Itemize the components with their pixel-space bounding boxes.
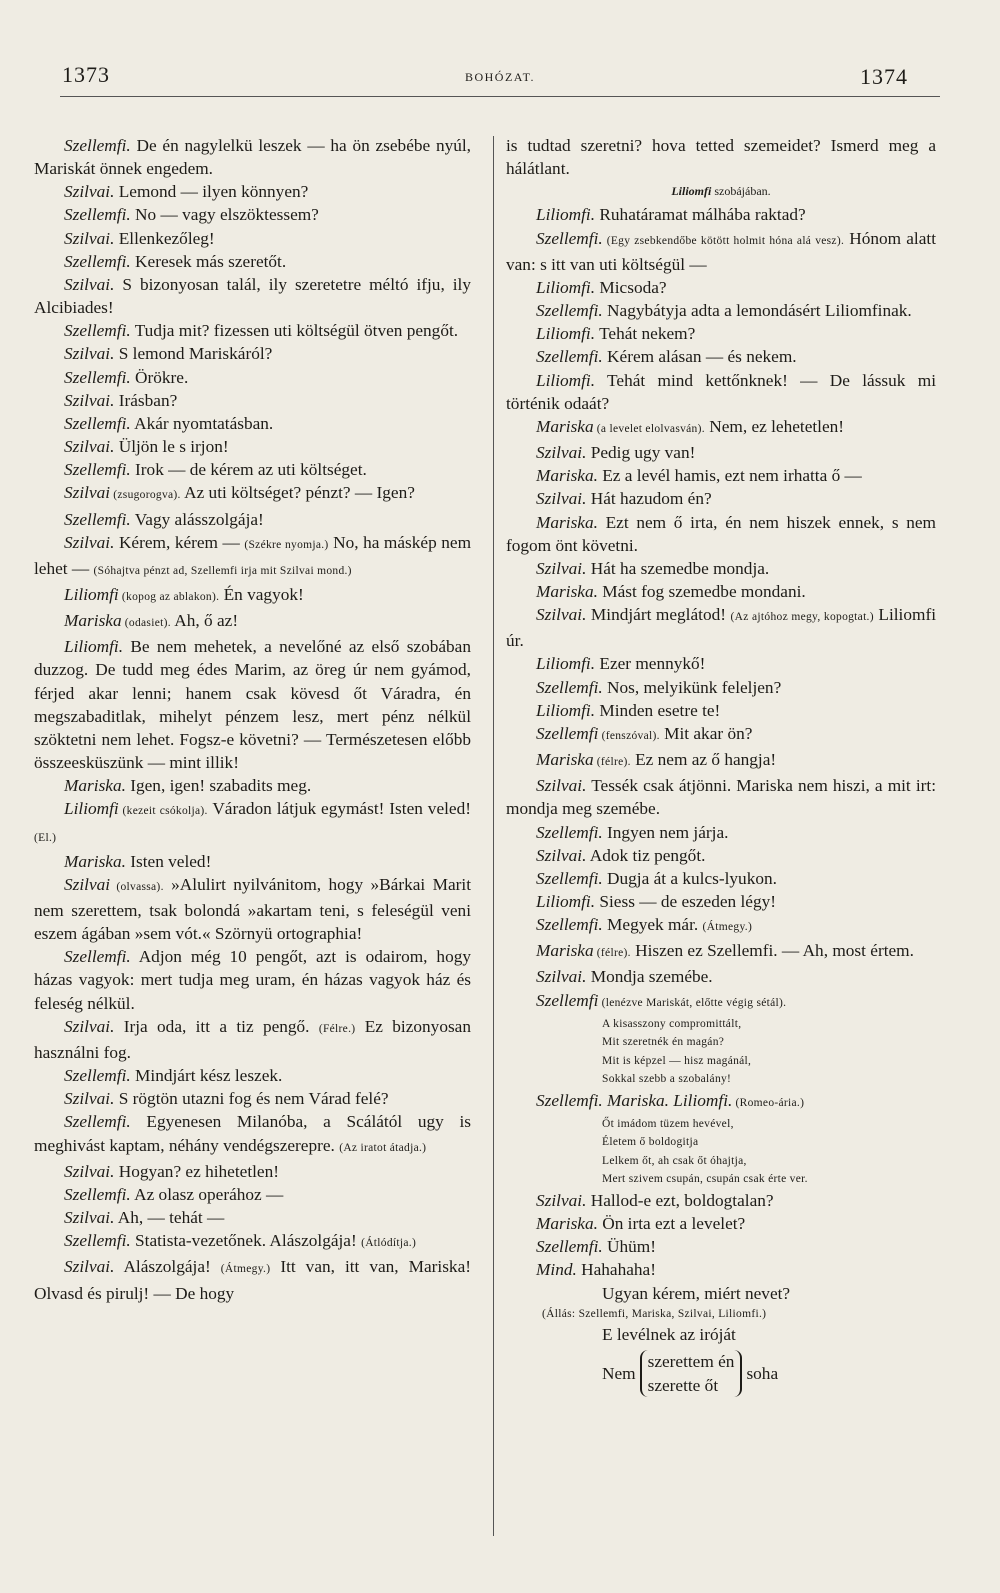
dialogue-text: Irásban? — [114, 390, 178, 410]
speaker-name: Mariska. — [536, 1214, 598, 1234]
dialogue-line — [34, 850, 471, 873]
dialogue-line — [506, 1235, 936, 1258]
dialogue-text: Siess — de eszeden légy! — [595, 892, 776, 911]
stage-direction: (félre). — [593, 947, 631, 960]
dialogue-text: Mindjárt meglátod! — [586, 605, 731, 625]
dialogue-line — [506, 203, 936, 226]
brace-line: szerette őt — [647, 1375, 719, 1395]
dialogue-text: Tessék csak átjönni. Mariska nem hiszi, a mit irt: mondja meg szemébe. — [506, 776, 936, 819]
dialogue-text: S rögtön utazni fog és nem Várad felé? — [114, 1089, 389, 1109]
dialogue-text: »Alulirt nyilvánitom, hogy »Bárkai Marit nem szerettem, tsak bolondá »akartam teni, s feleségül veni eszem ágában »sem vót.« Szörnyü ortographia! — [34, 874, 471, 944]
dialogue-line — [34, 508, 471, 531]
speaker-name: Szellemfi. — [64, 251, 131, 271]
dialogue-text: Ezt nem ő irta, én nem hiszek ennek, s nem fogom önt követni. — [506, 512, 936, 555]
dialogue-line — [34, 412, 471, 435]
dialogue-text: Ez a levél hamis, ezt nem irhatta ő — — [597, 466, 862, 486]
stage-direction: (Átmegy.) — [220, 1263, 271, 1276]
speaker-name: Mariska. — [64, 851, 126, 871]
dialogue-line — [506, 1189, 936, 1212]
dialogue-line — [34, 873, 471, 945]
dialogue-line — [506, 276, 936, 299]
header-rule — [60, 96, 940, 97]
speaker-name: Szellemfi. — [536, 868, 603, 888]
brace-line: szerettem én — [647, 1352, 735, 1372]
dialogue-line — [34, 531, 471, 583]
dialogue-line — [34, 435, 471, 458]
speaker-name: Szellemfi. — [64, 1184, 131, 1204]
dialogue-line — [506, 557, 936, 580]
speaker-name: Liliomfi. — [536, 892, 596, 911]
speaker-name: Szellemfi. — [64, 460, 131, 480]
dialogue-text: Ez bizonyosan használni fog. — [34, 1016, 471, 1062]
dialogue-text: Megyek már. — [602, 915, 703, 935]
dialogue-line — [34, 481, 471, 507]
dialogue-line — [506, 965, 936, 988]
dialogue-text: Én vagyok! — [219, 584, 304, 604]
dialogue-text: Hallod-e ezt, boldogtalan? — [586, 1190, 774, 1210]
dialogue-line — [506, 890, 936, 913]
speaker-name: Szilvai. — [64, 1257, 115, 1277]
speaker-name: Szilvai. — [536, 1190, 587, 1210]
dialogue-line — [506, 939, 936, 965]
right-column — [506, 134, 936, 1397]
dialogue-text: Ah, ő az! — [170, 611, 239, 631]
speaker-name: Mariska — [64, 611, 122, 631]
dialogue-line — [506, 1258, 936, 1281]
brace-alternatives — [640, 1350, 743, 1396]
speaker-name: Liliomfi. — [536, 324, 596, 344]
dialogue-line — [506, 844, 936, 867]
verse-line: Sokkal szebb a szobalány! — [602, 1073, 732, 1086]
speaker-name: Szellemfi. — [64, 1066, 131, 1086]
verse-line: Mit is képzel — hisz magánál, — [602, 1054, 752, 1067]
dialogue-text: Tudja mit? fizessen uti költségül ötven pengőt. — [130, 321, 459, 341]
dialogue-text: Nem, ez lehetetlen! — [704, 416, 845, 436]
dialogue-text: Irja oda, itt a tiz pengő. — [114, 1016, 319, 1036]
dialogue-line — [506, 652, 936, 675]
dialogue-line — [34, 1255, 471, 1304]
dialogue-text: Ruhatáramat málhába raktad? — [595, 205, 806, 225]
speaker-name: Szilvai. — [64, 390, 115, 410]
brace-group — [602, 1350, 936, 1396]
speaker-name: Szellemfi. — [64, 1231, 131, 1251]
dialogue-text: Mást fog szemedbe mondani. — [597, 581, 806, 601]
dialogue-line — [34, 583, 471, 609]
dialogue-text: Örökre. — [130, 367, 189, 387]
dialogue-text: Ellenkezőleg! — [114, 228, 215, 248]
speaker-name: Szilvai. — [64, 344, 115, 364]
dialogue-text: Igen, igen! szabadits meg. — [125, 776, 312, 796]
scene-direction — [506, 180, 936, 203]
speaker-name: Liliomfi. — [536, 277, 596, 297]
speaker-name: Szellemfi — [536, 990, 599, 1010]
speaker-name: Szilvai. — [64, 182, 115, 202]
dialogue-line — [34, 366, 471, 389]
dialogue-text: Ez nem az ő hangja! — [630, 750, 777, 770]
dialogue-line — [34, 458, 471, 481]
speaker-name: Szilvai. — [64, 1208, 115, 1228]
speaker-name: Szellemfi. — [64, 205, 131, 225]
dialogue-text: Üljön le s irjon! — [114, 437, 229, 457]
dialogue-line — [34, 250, 471, 273]
dialogue-text: Ah, — tehát — — [114, 1208, 225, 1228]
stage-direction: (Romeo-ária.) — [732, 1096, 805, 1109]
dialogue-text: Nagybátyja adta a lemondásért Liliomfinak. — [602, 301, 912, 321]
speaker-name: Mariska. — [536, 512, 598, 532]
verse-line: Mit szeretnék én magán? — [602, 1036, 725, 1049]
speaker-name: Liliomfi. — [536, 370, 596, 390]
speaker-name: Mind. — [536, 1260, 577, 1280]
dialogue-line — [34, 797, 471, 849]
dialogue-line — [34, 774, 471, 797]
stage-direction: (kezeit csókolja). — [118, 805, 208, 818]
left-column — [34, 134, 471, 1305]
stage-direction: (olvassa). — [110, 880, 164, 893]
dialogue-block-b — [506, 1189, 936, 1282]
dialogue-text: Az uti költséget? pénzt? — Igen? — [180, 483, 415, 503]
dialogue-text: Pedig ugy van! — [586, 443, 696, 463]
speaker-name: Mariska — [536, 941, 594, 961]
speaker-name: Mariska. — [64, 776, 126, 796]
speaker-name: Szilvai. — [64, 1161, 115, 1181]
speaker-name: Szilvai. — [64, 1089, 115, 1109]
page-number-right: 1374 — [860, 64, 908, 89]
dialogue-text: Lemond — ilyen könnyen? — [114, 182, 309, 202]
dialogue-text: Isten veled! — [125, 851, 212, 871]
dialogue-line — [506, 464, 936, 487]
dialogue-text: Az olasz operához — — [130, 1184, 284, 1204]
speaker-name: Szellemfi. — [64, 413, 131, 433]
dialogue-text: Vagy alásszolgája! — [130, 509, 264, 529]
speaker-name: Szilvai. — [536, 967, 587, 987]
running-title: BOHÓZAT. — [464, 70, 536, 84]
dialogue-text: Irok — de kérem az uti költséget. — [130, 460, 367, 480]
verse-line: Mert szivem csupán, csupán csak érte ver. — [602, 1173, 808, 1186]
speaker-name: Szellemfi. — [536, 347, 603, 367]
song-line-2: E levélnek az iróját — [602, 1325, 736, 1345]
brace-left-word: Nem — [602, 1363, 636, 1383]
speaker-name: Szellemfi. — [64, 136, 131, 155]
dialogue-line — [34, 389, 471, 412]
dialogue-text: No, ha máskép nem lehet — — [34, 532, 472, 578]
dialogue-text: Hát ha szemedbe mondja. — [586, 558, 770, 578]
speaker-name: Szellemfi. — [536, 301, 603, 321]
dialogue-line — [506, 487, 936, 510]
dialogue-line — [34, 134, 471, 180]
dialogue-line — [34, 1160, 471, 1183]
dialogue-text: Keresek más szeretőt. — [130, 251, 287, 271]
speaker-name: Mariska — [536, 416, 594, 436]
dialogue-text: Liliomfi úr. — [506, 605, 936, 651]
dialogue-line — [506, 989, 936, 1015]
dialogue-text: Hát hazudom én? — [586, 489, 712, 509]
dialogue-line — [506, 821, 936, 844]
dialogue-line — [506, 441, 936, 464]
verse-line: A kisasszony compromittált, — [602, 1017, 742, 1030]
stage-direction: (zsugorogva). — [110, 489, 181, 502]
dialogue-text: Hogyan? ez hihetetlen! — [114, 1161, 279, 1181]
trio-line — [506, 1089, 936, 1115]
dialogue-text: Ön irta ezt a levelet? — [597, 1214, 746, 1234]
speaker-name: Liliomfi — [64, 584, 119, 604]
dialogue-text: Itt van, itt van, Mariska! Olvasd és pirulj! — De hogy — [34, 1257, 471, 1303]
dialogue-line — [506, 369, 936, 415]
dialogue-line — [506, 748, 936, 774]
speaker-name: Liliomfi. — [536, 654, 596, 674]
speakers: Szellemfi. Mariska. Liliomfi. — [536, 1090, 733, 1110]
dialogue-text: Váradon látjuk egymást! Isten veled! — [207, 799, 471, 819]
dialogue-line — [34, 609, 471, 635]
dialogue-text: Hahahaha! — [576, 1260, 656, 1280]
dialogue-text: Mondja szemébe. — [586, 967, 713, 987]
dialogue-text: Tehát mind kettőnknek! — De lássuk mi történik odaát? — [506, 370, 936, 413]
dialogue-line — [34, 1206, 471, 1229]
dialogue-line — [506, 345, 936, 368]
stage-direction: (lenézve Mariskát, előtte végig sétál). — [598, 996, 787, 1009]
dialogue-line — [34, 319, 471, 342]
continued-text: is tudtad szeretni? hova tetted szemeidet? Ismerd meg a hálátlant. — [506, 136, 936, 179]
speaker-name: Szilvai. — [64, 437, 115, 457]
dialogue-line — [506, 722, 936, 748]
dialogue-line — [506, 511, 936, 557]
dialogue-text: Egyenesen Milanóba, a Scálától ugy is meghivást kaptam, néhány vendégszerepre. — [34, 1112, 471, 1155]
speaker-name: Szilvai. — [64, 532, 115, 552]
speaker-name: Szellemfi. — [64, 367, 131, 387]
speaker-name: Szellemfi. — [536, 677, 603, 697]
stage-direction: (félre). — [593, 756, 631, 769]
stage-direction: (odasiet). — [121, 617, 171, 630]
dialogue-line — [34, 227, 471, 250]
stage-direction: (fenszóval). — [598, 729, 660, 742]
dialogue-line — [34, 1110, 471, 1159]
scene-direction-name: Liliomfi — [671, 184, 712, 199]
speaker-name: Szilvai. — [64, 228, 115, 248]
verse-block-1 — [506, 1015, 936, 1089]
speaker-name: Szellemfi. — [536, 1237, 603, 1257]
dialogue-text: Tehát nekem? — [595, 324, 696, 344]
dialogue-text: S bizonyosan talál, ily szeretetre méltó ifju, ily Alcibiades! — [34, 274, 471, 318]
dialogue-line — [506, 699, 936, 722]
column-divider — [493, 136, 494, 1536]
speaker-name: Liliomfi — [64, 799, 119, 819]
verse-block-2 — [506, 1115, 936, 1189]
dialogue-text: Adjon még 10 pengőt, azt is odairom, hogy házas vagyok: mert tudja meg uram, én házas vagyok ház és feleség nélkül. — [34, 947, 471, 1013]
dialogue-line — [34, 1183, 471, 1206]
dialogue-line — [34, 945, 471, 1014]
dialogue-text: Statista-vezetőnek. Alászolgája! — [130, 1231, 362, 1251]
dialogue-line — [34, 1087, 471, 1110]
dialogue-text: Mit akar ön? — [659, 723, 753, 743]
dialogue-text: Mindjárt kész leszek. — [130, 1066, 283, 1086]
verse-line: Őt imádom tüzem hevével, — [602, 1117, 734, 1130]
speaker-name: Szilvai. — [536, 605, 587, 625]
speaker-name: Szilvai — [64, 874, 111, 894]
dialogue-line — [506, 603, 936, 652]
speaker-name: Mariska — [536, 750, 594, 770]
speaker-name: Szellemfi. — [536, 228, 603, 248]
dialogue-text: Akár nyomtatásban. — [130, 413, 274, 433]
dialogue-text: Minden esetre te! — [595, 700, 721, 720]
dialogue-line — [506, 676, 936, 699]
stage-direction: (Sóhajtva pénzt ad, Szellemfi irja mit Szilvai mond.) — [93, 564, 352, 577]
dialogue-text: Adok tiz pengőt. — [586, 845, 706, 865]
verse-line: Életem ő boldogitja — [602, 1136, 699, 1149]
speaker-name: Szellemfi. — [64, 509, 131, 529]
dialogue-text: No — vagy elszöktessem? — [130, 205, 319, 225]
dialogue-line — [34, 1229, 471, 1255]
dialogue-line — [34, 1064, 471, 1087]
brace-right-word: soha — [746, 1363, 779, 1383]
dialogue-line — [506, 322, 936, 345]
dialogue-line — [34, 342, 471, 365]
speaker-name: Szilvai. — [536, 443, 587, 463]
dialogue-text: Hónom alatt van: s itt van uti költségül — — [506, 228, 936, 274]
speaker-name: Szilvai. — [64, 274, 115, 294]
speaker-name: Szilvai. — [536, 845, 587, 865]
dialogue-line — [506, 227, 936, 276]
stage-direction: (Félre.) — [318, 1022, 356, 1035]
page-number-left: 1373 — [62, 62, 110, 87]
dialogue-line — [34, 180, 471, 203]
dialogue-text: Dugja át a kulcs-lyukon. — [602, 868, 777, 888]
dialogue-line — [506, 1212, 936, 1235]
dialogue-text: Hiszen ez Szellemfi. — Ah, most értem. — [630, 941, 914, 961]
dialogue-line — [34, 273, 471, 319]
dialogue-text: Ühüm! — [602, 1237, 656, 1257]
stage-direction: (Átlódítja.) — [361, 1237, 417, 1250]
stage-direction: (kopog az ablakon). — [118, 590, 220, 603]
speaker-name: Liliomfi. — [64, 637, 124, 657]
speaker-name: Szellemfi. — [64, 321, 131, 341]
speaker-name: Szellemfi — [536, 723, 599, 743]
dialogue-line — [506, 299, 936, 322]
speaker-name: Mariska. — [536, 466, 598, 486]
dialogue-text: Micsoda? — [595, 277, 667, 297]
speaker-name: Szilvai — [64, 483, 111, 503]
stage-direction: (Az iratot átadja.) — [339, 1141, 427, 1154]
dialogue-line — [34, 203, 471, 226]
stage-direction: (Egy zsebkendőbe kötött holmit hóna alá vesz). — [602, 234, 845, 247]
dialogue-text: De én nagylelkü leszek — ha ön zsebébe nyúl, Mariskát önnek engedem. — [34, 136, 471, 179]
speaker-name: Szilvai. — [64, 1016, 115, 1036]
dialogue-text: Alászolgája! — [114, 1257, 221, 1277]
stage-direction: (Székre nyomja.) — [244, 538, 329, 551]
scene-direction-rest: szobájában. — [711, 184, 771, 199]
speaker-name: Szellemfi. — [64, 947, 131, 967]
stage-position: (Állás: Szellemfi, Mariska, Szilvai, Liliomfi.) — [542, 1307, 767, 1320]
dialogue-line — [34, 1015, 471, 1064]
dialogue-text: Kérem, kérem — — [114, 532, 245, 552]
dialogue-line — [506, 913, 936, 939]
speaker-name: Szellemfi. — [536, 915, 603, 935]
dialogue-line — [34, 635, 471, 774]
speaker-name: Mariska. — [536, 581, 598, 601]
dialogue-line — [506, 415, 936, 441]
dialogue-text: Nos, melyikünk feleljen? — [602, 677, 782, 697]
speaker-name: Szellemfi. — [64, 1112, 131, 1132]
stage-direction: (a levelet elolvasván). — [593, 422, 705, 435]
stage-direction: (El.) — [34, 831, 57, 844]
stage-direction: (Átmegy.) — [702, 921, 753, 934]
speaker-name: Liliomfi. — [536, 700, 596, 720]
speaker-name: Szilvai. — [536, 776, 587, 796]
stage-direction: (Az ajtóhoz megy, kopogtat.) — [730, 611, 874, 624]
dialogue-line — [506, 774, 936, 820]
verse-line: Lelkem őt, ah csak őt óhajtja, — [602, 1154, 747, 1167]
speaker-name: Liliomfi. — [536, 205, 596, 225]
speaker-name: Szellemfi. — [536, 822, 603, 842]
speaker-name: Szilvai. — [536, 558, 587, 578]
dialogue-line — [506, 580, 936, 603]
dialogue-text: Be nem mehetek, a nevelőné az első szobában duzzog. De tudd meg édes Marim, az öreg úr nem gyámod, férjed akar lenni; hanem csak kövesd őt Váradra, én megszabaditlak, mihelyt pénzem lesz, mert pénz nélkül szöktetni nem lehet. Fogsz-e követni? — Természetesen előbb összeesküszünk — mint illik! — [34, 637, 471, 773]
dialogue-text: Kérem alásan — és nekem. — [602, 347, 797, 367]
speaker-name: Szilvai. — [536, 489, 587, 509]
dialogue-line — [506, 867, 936, 890]
dialogue-text: S lemond Mariskáról? — [114, 344, 273, 364]
dialogue-block-a — [506, 203, 936, 1014]
song-line-1: Ugyan kérem, miért nevet? — [602, 1283, 791, 1303]
dialogue-text: Ingyen nem járja. — [602, 822, 729, 842]
dialogue-text: Ezer mennykő! — [595, 654, 706, 674]
